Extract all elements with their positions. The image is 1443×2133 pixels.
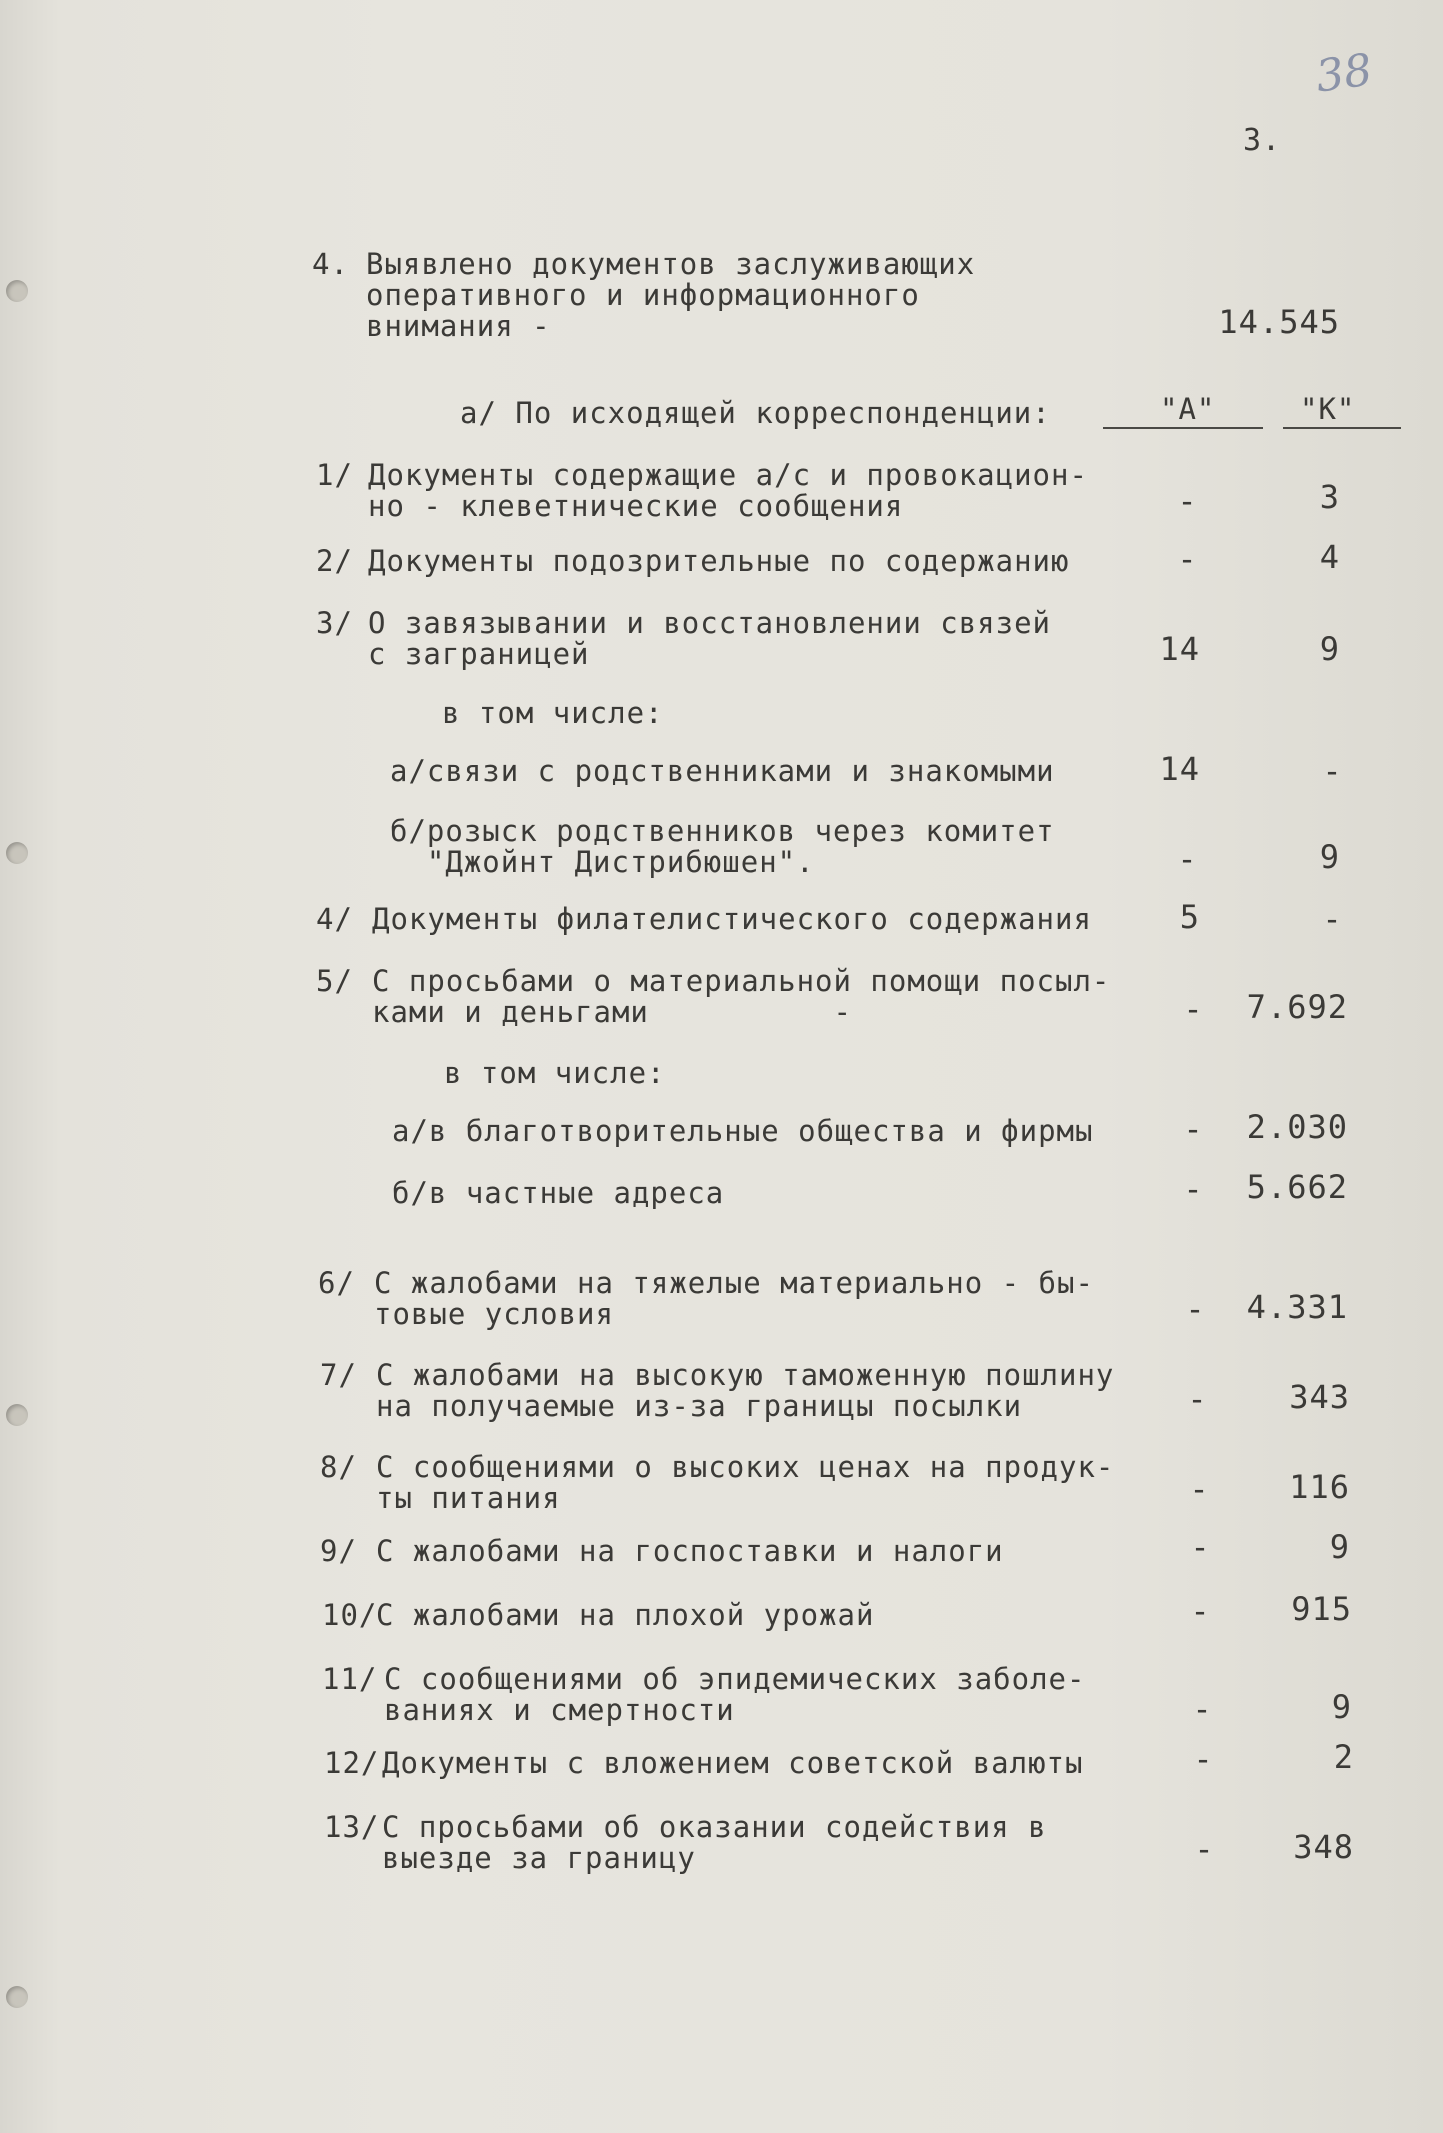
value-a: - xyxy=(1177,840,1197,878)
item-number: 7/ xyxy=(320,1358,357,1392)
item-number: 5/ xyxy=(316,964,353,998)
item-line: С сообщениями о высоких ценах на продук- xyxy=(376,1450,1115,1484)
item-number: 6/ xyxy=(318,1266,355,1300)
value-k: - xyxy=(1322,900,1342,938)
section-number: 4. xyxy=(312,247,349,281)
punch-hole xyxy=(6,1404,28,1426)
item-line: Документы с вложением советской валюты xyxy=(382,1746,1084,1780)
value-k: 9 xyxy=(1319,630,1340,668)
item-number: 3/ xyxy=(316,606,353,640)
value-a: - xyxy=(1193,1740,1213,1778)
value-a: - xyxy=(1185,1290,1205,1328)
section-line: Выявлено документов заслуживающих xyxy=(366,247,976,281)
item-line: С жалобами на высокую таможенную пошлину xyxy=(376,1358,1115,1392)
value-a: 14 xyxy=(1159,630,1200,668)
item-number: 13/ xyxy=(324,1810,380,1844)
page-number: 3. xyxy=(1243,123,1282,158)
item-line: б/розыск родственников через комитет xyxy=(390,814,1055,848)
item-line: а/в благотворительные общества и фирмы xyxy=(392,1114,1094,1148)
item-line: товые условия xyxy=(374,1297,614,1331)
item-line: ты питания xyxy=(376,1481,561,1515)
value-a: 5 xyxy=(1179,898,1200,936)
column-underline-a xyxy=(1103,427,1263,429)
value-a: - xyxy=(1194,1830,1214,1868)
item-line: С просьбами об оказании содействия в xyxy=(382,1810,1047,1844)
item-line: а/связи с родственниками и знакомыми xyxy=(390,754,1055,788)
value-a: - xyxy=(1192,1690,1212,1728)
value-a: - xyxy=(1189,1470,1209,1508)
section-total: 14.545 xyxy=(1218,303,1340,341)
item-number: 10/ xyxy=(322,1598,378,1632)
item-number: 2/ xyxy=(316,544,353,578)
value-k: 2.030 xyxy=(1246,1108,1348,1146)
column-underline-k xyxy=(1283,427,1401,429)
value-a: 14 xyxy=(1159,750,1200,788)
item-line: б/в частные адреса xyxy=(392,1176,725,1210)
item-number: 8/ xyxy=(320,1450,357,1484)
section-line: оперативного и информационного xyxy=(366,278,920,312)
item-line: с заграницей xyxy=(368,637,590,671)
value-a: - xyxy=(1177,482,1197,520)
value-a: - xyxy=(1177,540,1197,578)
item-line: ками и деньгами - xyxy=(372,995,852,1029)
item-number: 4/ xyxy=(316,902,353,936)
value-k: 4.331 xyxy=(1246,1288,1348,1326)
item-line: С жалобами на плохой урожай xyxy=(376,1598,875,1632)
item-line: но - клеветнические сообщения xyxy=(368,489,904,523)
item-line: Документы филателистического содержания xyxy=(372,902,1092,936)
archive-number: 38 xyxy=(1312,44,1376,103)
value-a: - xyxy=(1183,1170,1203,1208)
value-a: - xyxy=(1190,1592,1210,1630)
item-line: ваниях и смертности xyxy=(384,1693,735,1727)
punch-hole xyxy=(6,1986,28,2008)
value-k: 2 xyxy=(1333,1738,1354,1776)
value-k: - xyxy=(1322,752,1342,790)
value-k: 9 xyxy=(1329,1528,1350,1566)
value-k: 348 xyxy=(1293,1828,1354,1866)
value-k: 915 xyxy=(1291,1590,1352,1628)
value-k: 7.692 xyxy=(1246,988,1348,1026)
section-line: внимания - xyxy=(366,309,551,343)
item-line: С сообщениями об эпидемических заболе- xyxy=(384,1662,1086,1696)
item-number: 1/ xyxy=(316,458,353,492)
item-line: выезде за границу xyxy=(382,1841,696,1875)
subheading: а/ По исходящей корреспонденции: xyxy=(460,396,1051,430)
value-k: 343 xyxy=(1289,1378,1350,1416)
value-a: - xyxy=(1190,1528,1210,1566)
item-line: С жалобами на тяжелые материально - бы- xyxy=(374,1266,1094,1300)
sub-caption: в том числе: xyxy=(444,1056,666,1090)
item-line: С жалобами на госпоставки и налоги xyxy=(376,1534,1004,1568)
column-head-k: "К" xyxy=(1300,392,1356,426)
value-k: 9 xyxy=(1319,838,1340,876)
punch-hole xyxy=(6,842,28,864)
value-k: 116 xyxy=(1289,1468,1350,1506)
value-k: 3 xyxy=(1319,478,1340,516)
item-number: 12/ xyxy=(324,1746,380,1780)
item-line: "Джойнт Дистрибюшен". xyxy=(390,845,815,879)
value-a: - xyxy=(1183,1110,1203,1148)
sub-caption: в том числе: xyxy=(442,696,664,730)
item-number: 11/ xyxy=(322,1662,378,1696)
value-k: 5.662 xyxy=(1246,1168,1348,1206)
item-number: 9/ xyxy=(320,1534,357,1568)
item-line: С просьбами о материальной помощи посыл- xyxy=(372,964,1111,998)
value-a: - xyxy=(1183,990,1203,1028)
item-line: на получаемые из-за границы посылки xyxy=(376,1389,1023,1423)
item-line: Документы содержащие а/с и провокацион- xyxy=(368,458,1088,492)
value-a: - xyxy=(1187,1380,1207,1418)
item-line: О завязывании и восстановлении связей xyxy=(368,606,1052,640)
value-k: 9 xyxy=(1331,1688,1352,1726)
item-line: Документы подозрительные по содержанию xyxy=(368,544,1070,578)
punch-hole xyxy=(6,280,28,302)
column-head-a: "А" xyxy=(1160,392,1216,426)
value-k: 4 xyxy=(1319,538,1340,576)
